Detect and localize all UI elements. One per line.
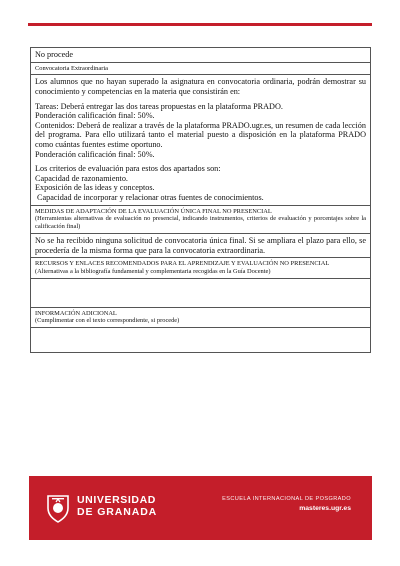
medidas-body-cell [31,234,370,258]
pomegranate-shield-icon [46,493,70,523]
university-line2: DE GRANADA [77,506,158,518]
informacion-subheading: (Cumplimentar con el texto correspondiente, si procede) [35,317,180,325]
medidas-heading: MEDIDAS DE ADAPTACIÓN DE LA EVALUACIÓN ÚNICA FINAL NO PRESENCIAL [35,207,272,215]
intro-paragraph: Los alumnos que no hayan superado la asignatura en convocatoria ordinaria, podrán demostrar su conocimiento y competencias en la materia que consistirán en: [35,77,366,96]
extraordinaria-content-cell [31,75,370,205]
recursos-subheading: (Alternativas a la bibliografía fundamental y complementaria recogidas en la Guía Docente) [35,267,271,275]
header-rule [28,23,372,26]
masters-link[interactable]: masteres.ugr.es [299,505,351,512]
university-name [77,494,157,518]
criteria-intro: Los criterios de evaluación para estos dos apartados son: [35,164,221,174]
university-line1: UNIVERSIDAD [77,494,156,506]
criteria-item: Capacidad de razonamiento. [35,173,128,183]
document-table [30,47,371,353]
recursos-heading: RECURSOS Y ENLACES RECOMENDADOS PARA EL APRENDIZAJE Y EVALUACIÓN NO PRESENCIAL [35,260,330,268]
informacion-heading: INFORMACIÓN ADICIONAL [35,309,117,317]
school-block [222,496,351,512]
informacion-body-cell [31,328,370,352]
informacion-header-cell [31,308,370,329]
medidas-body: No se ha recibido ninguna solicitud de convocatoria única final. Si se ampliara el plazo para ello, se procedería de la misma forma que para la convocatoria extraordinaria. [35,235,366,255]
medidas-header-cell [31,206,370,234]
school-name: ESCUELA INTERNACIONAL DE POSGRADO [222,496,351,502]
recursos-body-cell [31,279,370,308]
contenidos-paragraph: Contenidos: Deberá de realizar a través de la plataforma PRADO.ugr.es, un resumen de cada lección del programa. Para ello utilizará tanto el material puesto a disposición en la plataforma PRADO como cuántas fuentes estime oportuno. [35,120,366,149]
section-label: Convocatoria Extraordinaria [35,64,108,72]
status-text: No procede [35,50,73,59]
university-footer [29,476,372,540]
criteria-item: Exposición de las ideas y conceptos. [35,183,155,193]
criteria-item: Capacidad de incorporar y relacionar otras fuentes de conocimientos. [35,192,264,202]
section-label-cell [31,63,370,76]
status-cell [31,48,370,63]
contenidos-weight: Ponderación calificación final: 50%. [35,149,155,159]
recursos-header-cell [31,258,370,279]
tareas-paragraph: Tareas: Deberá entregar las dos tareas propuestas en la plataforma PRADO. [35,101,283,111]
tareas-weight: Ponderación calificación final: 50%. [35,111,155,121]
medidas-subheading: (Herramientas alternativas de evaluación no presencial, indicando instrumentos, criterios de evaluación y porcentajes sobre la calificación final) [35,215,366,231]
